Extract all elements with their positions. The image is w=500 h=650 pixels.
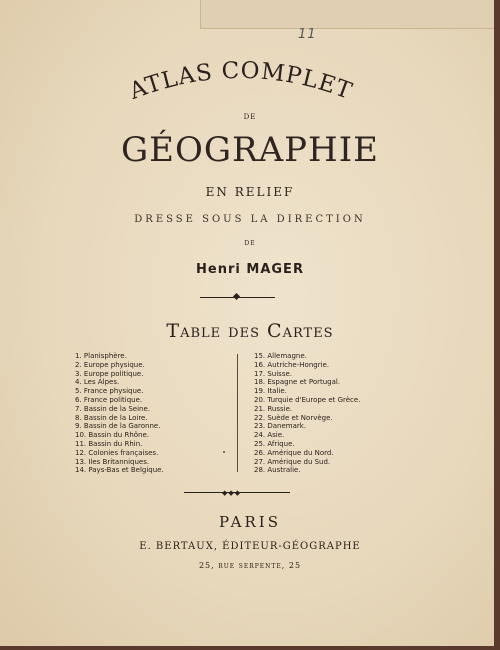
list-item: 11. Bassin du Rhin. <box>75 439 143 448</box>
list-item: 12. Colonies françaises. <box>75 448 159 457</box>
maps-list-left <box>75 352 164 475</box>
list-item: 2. Europe physique. <box>75 360 145 369</box>
author-name: Henri MAGER <box>196 262 304 277</box>
list-item: 4. Les Alpes. <box>75 378 120 387</box>
list-item: 7. Bassin de la Seine. <box>75 404 150 413</box>
page-edge-bottom <box>0 646 500 650</box>
list-item: 27. Amérique du Sud. <box>254 457 331 466</box>
list-item: 13. Iles Britanniques. <box>75 457 150 466</box>
list-item: 22. Suède et Norvège. <box>254 413 333 422</box>
list-item: 10. Bassin du Rhône. <box>75 431 150 440</box>
list-item: 25. Afrique. <box>254 439 295 448</box>
list-item: 8. Bassin de la Loire. <box>75 413 148 422</box>
maps-list-right <box>254 352 360 475</box>
contents-heading: Table des Cartes <box>166 320 334 342</box>
subtitle-relief: EN RELIEF <box>205 185 295 199</box>
ornament-center: ◆◆◆ <box>222 489 242 497</box>
imprint-address: 25, rue serpente, 25 <box>198 561 302 570</box>
list-item: 1. Planisphère. <box>75 352 127 360</box>
imprint-city: PARIS <box>218 513 282 531</box>
list-item: 9. Bassin de la Garonne. <box>75 422 161 431</box>
list-item: 24. Asie. <box>254 431 285 440</box>
list-item: 26. Amérique du Nord. <box>254 448 334 457</box>
list-item: 17. Suisse. <box>254 369 293 378</box>
handwritten-mark: 11 <box>298 27 317 42</box>
atlas-complet-title: ATLAS COMPLET <box>126 57 356 105</box>
imprint-publisher: E. BERTAUX, ÉDITEUR-GÉOGRAPHE <box>139 541 361 552</box>
list-item: 15. Allemagne. <box>254 352 307 360</box>
list-item: 18. Espagne et Portugal. <box>254 378 341 387</box>
list-item: 21. Russie. <box>254 404 293 413</box>
column-divider <box>237 354 238 472</box>
list-item: 23. Danemark. <box>254 422 307 431</box>
direction-line: DRESSE SOUS LA DIRECTION <box>134 214 366 225</box>
ink-dot <box>223 451 225 453</box>
list-item: 28. Australie. <box>254 466 301 475</box>
list-item: 14. Pays-Bas et Belgique. <box>75 466 164 475</box>
list-item: 20. Turquie d'Europe et Grèce. <box>254 395 361 404</box>
list-item: 3. Europe politique. <box>75 369 144 378</box>
list-item: 5. France physique. <box>75 387 144 396</box>
title-de-1: DE <box>243 113 257 121</box>
main-title: GÉOGRAPHIE <box>121 130 379 170</box>
list-item: 19. Italie. <box>254 387 287 396</box>
ornament-diamond <box>233 293 240 300</box>
list-item: 6. France politique. <box>75 395 143 404</box>
title-de-2: DE <box>244 240 256 247</box>
list-item: 16. Autriche-Hongrie. <box>254 360 330 369</box>
